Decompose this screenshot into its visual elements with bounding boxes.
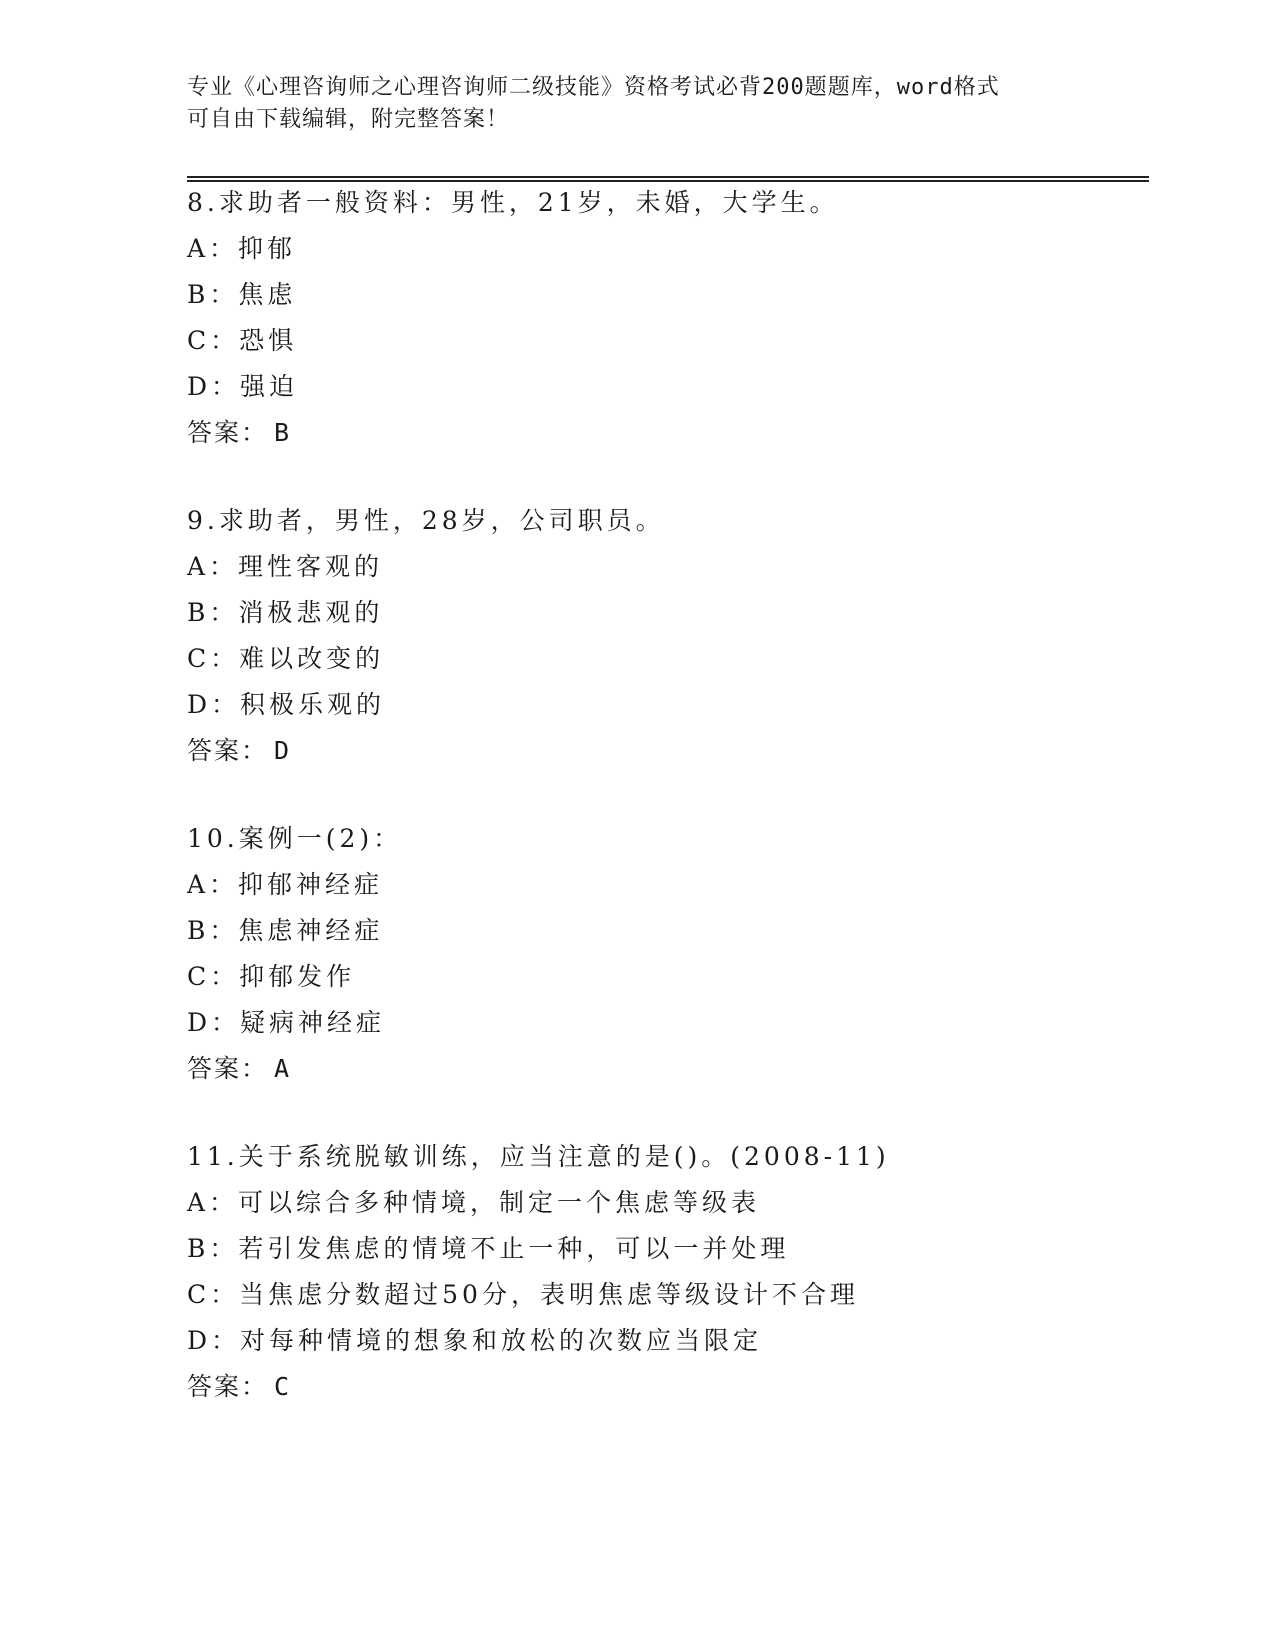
question-block-10 <box>187 816 1187 1092</box>
option-b: B：焦虑 <box>187 280 297 309</box>
option-b: B：若引发焦虑的情境不止一种，可以一并处理 <box>187 1234 790 1263</box>
answer-value: D <box>274 736 292 765</box>
option-b: B：焦虑神经症 <box>187 916 384 945</box>
document-header <box>187 72 1087 136</box>
question-block-8 <box>187 180 1187 456</box>
option-c: C：抑郁发作 <box>187 962 356 991</box>
question-stem: 10.案例一(2)： <box>187 824 403 853</box>
answer-label: 答案： <box>187 736 269 765</box>
question-stem: 9.求助者，男性，28岁，公司职员。 <box>187 506 665 535</box>
header-line-1: 专业《心理咨询师之心理咨询师二级技能》资格考试必背200题题库，word格式 <box>187 75 1000 100</box>
answer-line <box>187 1046 1187 1092</box>
question-stem: 11.关于系统脱敏训练，应当注意的是()。(2008-11) <box>187 1142 890 1171</box>
option-a: A：可以综合多种情境，制定一个焦虑等级表 <box>187 1188 761 1217</box>
option-c: C：当焦虑分数超过50分，表明焦虑等级设计不合理 <box>187 1280 859 1309</box>
option-d: D：疑病神经症 <box>187 1008 386 1037</box>
answer-label: 答案： <box>187 418 269 447</box>
answer-label: 答案： <box>187 1372 269 1401</box>
answer-line <box>187 728 1187 774</box>
question-block-11 <box>187 1134 1187 1410</box>
option-a: A：抑郁 <box>187 234 297 263</box>
answer-value: A <box>274 1054 292 1083</box>
question-stem: 8.求助者一般资料：男性，21岁，未婚，大学生。 <box>187 188 839 217</box>
option-c: C：难以改变的 <box>187 644 385 673</box>
option-b: B：消极悲观的 <box>187 598 384 627</box>
option-a: A：理性客观的 <box>187 552 384 581</box>
option-d: D：强迫 <box>187 372 299 401</box>
answer-value: C <box>274 1372 292 1401</box>
answer-line <box>187 1364 1187 1410</box>
question-block-9 <box>187 498 1187 774</box>
option-c: C：恐惧 <box>187 326 298 355</box>
header-line-2: 可自由下载编辑，附完整答案！ <box>187 107 510 132</box>
option-a: A：抑郁神经症 <box>187 870 384 899</box>
option-d: D：对每种情境的想象和放松的次数应当限定 <box>187 1326 763 1355</box>
option-d: D：积极乐观的 <box>187 690 386 719</box>
answer-label: 答案： <box>187 1054 269 1083</box>
answer-value: B <box>274 418 292 447</box>
answer-line <box>187 410 1187 456</box>
